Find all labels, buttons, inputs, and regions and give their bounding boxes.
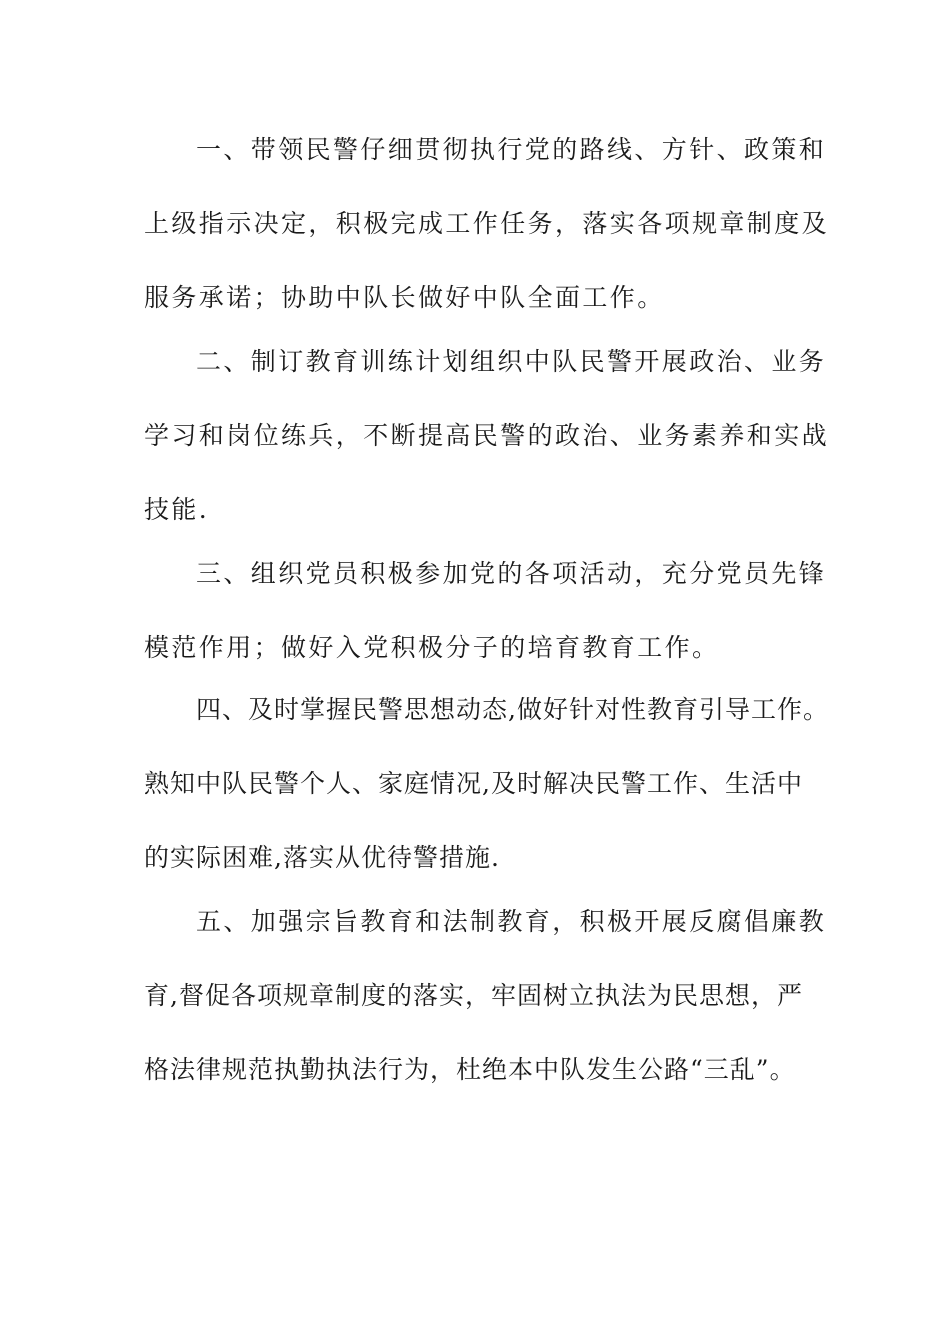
paragraph-3-line-2: 模范作用；做好入党积极分子的培育教育工作。: [144, 633, 720, 662]
paragraph-1-line-1: 一、带领民警仔细贯彻执行党的路线、方针、政策和: [196, 135, 827, 164]
paragraph-2-line-3: 技能.: [144, 495, 210, 524]
paragraph-5-line-3: 格法律规范执勤执法行为，杜绝本中队发生公路“三乱”。: [144, 1055, 796, 1084]
paragraph-2-line-2: 学习和岗位练兵，不断提高民警的政治、业务素养和实战: [144, 421, 830, 450]
paragraph-5-line-1: 五、加强宗旨教育和法制教育，积极开展反腐倡廉教: [196, 907, 827, 936]
paragraph-3-line-1: 三、组织党员积极参加党的各项活动，充分党员先锋: [196, 559, 827, 588]
paragraph-1-line-3: 服务承诺；协助中队长做好中队全面工作。: [144, 283, 665, 312]
paragraph-2-line-1: 二、制订教育训练计划组织中队民警开展政治、业务: [196, 347, 827, 376]
paragraph-5-line-2: 育,督促各项规章制度的落实，牢固树立执法为民思想，严: [144, 981, 803, 1010]
paragraph-4-line-3: 的实际困难,落实从优待警措施.: [144, 843, 500, 872]
paragraph-4-line-2: 熟知中队民警个人、家庭情况,及时解决民警工作、生活中: [144, 769, 803, 798]
paragraph-1-line-2: 上级指示决定，积极完成工作任务，落实各项规章制度及: [144, 209, 830, 238]
paragraph-4-line-1: 四、及时掌握民警思想动态,做好针对性教育引导工作。: [196, 695, 829, 724]
